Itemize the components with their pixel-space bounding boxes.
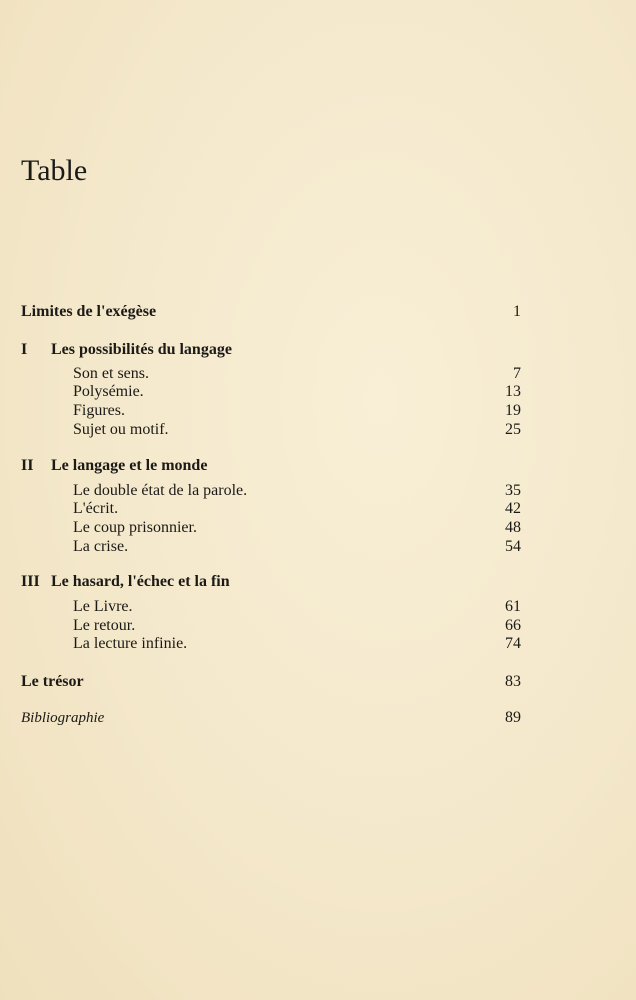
toc-entry-label: Le coup prisonnier. xyxy=(73,519,197,536)
toc-entry-figures xyxy=(21,401,521,421)
toc-entry-label: Son et sens. xyxy=(73,365,149,382)
toc-page-number: 61 xyxy=(505,598,521,615)
toc-entry-bibliographie xyxy=(21,708,521,728)
toc-entry-label: L'écrit. xyxy=(73,500,119,517)
toc-entry-label: Le double état de la parole. xyxy=(73,482,248,499)
toc-page-number: 35 xyxy=(505,482,521,499)
toc-entry-label: Bibliographie xyxy=(21,710,105,726)
toc-entry-label: Limites de l'exégèse xyxy=(21,303,157,320)
toc-page-number: 74 xyxy=(505,635,521,652)
toc-page-number: 19 xyxy=(505,402,521,419)
toc-page-number: 48 xyxy=(505,519,521,536)
toc-entry-son xyxy=(21,364,521,384)
toc-entry-label: Le trésor xyxy=(21,673,84,690)
toc-entry-ecrit xyxy=(21,499,521,519)
toc-page-number: 42 xyxy=(505,500,521,517)
toc-page-number: 83 xyxy=(505,673,521,690)
toc-entry-label: La lecture infinie. xyxy=(73,635,188,652)
toc-part-label: Les possibilités du langage xyxy=(51,341,232,358)
toc-page-number: 7 xyxy=(513,365,521,382)
toc-entry-double xyxy=(21,481,521,501)
toc-part-3 xyxy=(21,572,521,592)
toc-entry-tresor xyxy=(21,672,521,692)
toc-part-label: Le langage et le monde xyxy=(51,457,208,474)
toc-entry-livre xyxy=(21,597,521,617)
toc-entry-limites xyxy=(21,302,521,322)
toc-entry-label: La crise. xyxy=(73,538,129,555)
toc-entry-label: Polysémie. xyxy=(73,383,144,400)
toc-page-number: 1 xyxy=(513,303,521,320)
toc-entry-coup xyxy=(21,518,521,538)
toc-entry-label: Sujet ou motif. xyxy=(73,421,169,438)
toc-entry-retour xyxy=(21,616,521,636)
toc-entry-label: Le Livre. xyxy=(73,598,133,615)
toc-part-number: III xyxy=(21,573,40,590)
toc-entry-polysemie xyxy=(21,382,521,402)
toc-entry-crise xyxy=(21,537,521,557)
toc-entry-label: Le retour. xyxy=(73,617,136,634)
toc-page-number: 89 xyxy=(505,709,521,726)
toc-page-number: 13 xyxy=(505,383,521,400)
toc-page-number: 54 xyxy=(505,538,521,555)
toc-page-number: 25 xyxy=(505,421,521,438)
toc-entry-sujet xyxy=(21,420,521,440)
toc-part-1 xyxy=(21,340,521,360)
toc-part-number: I xyxy=(21,341,28,358)
toc-part-number: II xyxy=(21,457,34,474)
toc-page-number: 66 xyxy=(505,617,521,634)
toc-part-label: Le hasard, l'échec et la fin xyxy=(51,573,230,590)
page-title: Table xyxy=(21,154,88,187)
toc-entry-lecture xyxy=(21,634,521,654)
toc-entry-label: Figures. xyxy=(73,402,125,419)
toc-part-2 xyxy=(21,456,521,476)
